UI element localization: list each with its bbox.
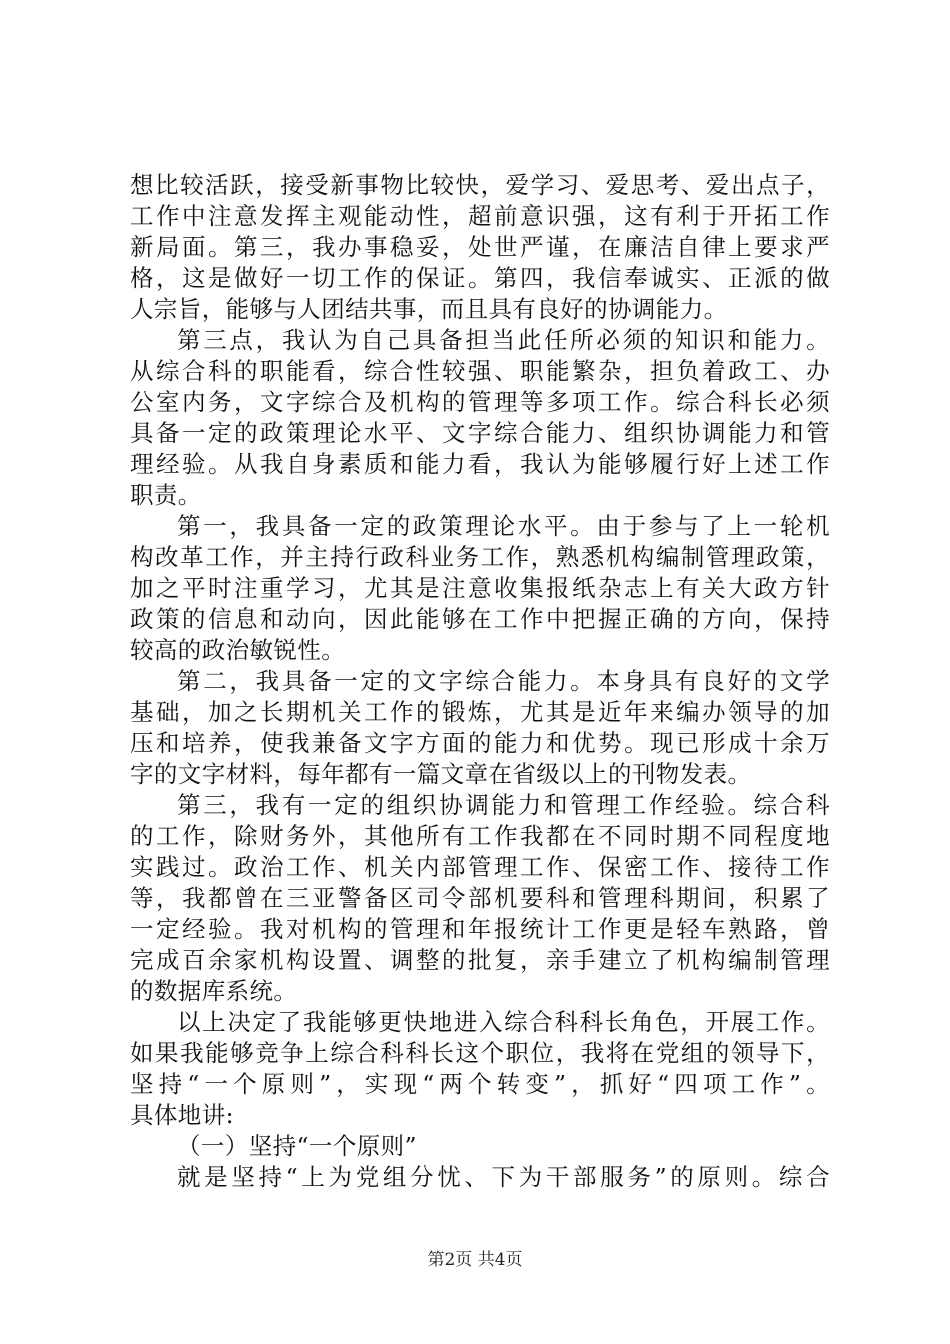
text-line: 政策的信息和动向，因此能够在工作中把握正确的方向，保持 xyxy=(130,605,830,633)
text-line: 第二，我具备一定的文字综合能力。本身具有良好的文学 xyxy=(177,667,830,695)
text-line: 如果我能够竞争上综合科科长这个职位，我将在党组的领导下， xyxy=(130,1039,830,1067)
text-line: 第三点，我认为自己具备担当此任所必须的知识和能力。 xyxy=(177,326,830,354)
text-line: 新局面。第三，我办事稳妥，处世严谨，在廉洁自律上要求严 xyxy=(130,233,830,261)
text-line: （一）坚持“一个原则” xyxy=(177,1132,417,1160)
text-line: 一定经验。我对机构的管理和年报统计工作更是轻车熟路，曾 xyxy=(130,915,830,943)
text-line: 基础，加之长期机关工作的锻炼，尤其是近年来编办领导的加 xyxy=(130,698,830,726)
text-line: 较高的政治敏锐性。 xyxy=(130,636,346,664)
text-line: 字的文字材料，每年都有一篇文章在省级以上的刊物发表。 xyxy=(130,760,752,788)
text-line: 的工作，除财务外，其他所有工作我都在不同时期不同程度地 xyxy=(130,822,830,850)
text-line: 加之平时注重学习，尤其是注意收集报纸杂志上有关大政方针 xyxy=(130,574,830,602)
text-line: 构改革工作，并主持行政科业务工作，熟悉机构编制管理政策， xyxy=(130,543,830,571)
text-line: 完成百余家机构设置、调整的批复，亲手建立了机构编制管理 xyxy=(130,946,830,974)
text-line: 实践过。政治工作、机关内部管理工作、保密工作、接待工作 xyxy=(130,853,830,881)
text-line: 工作中注意发挥主观能动性，超前意识强，这有利于开拓工作 xyxy=(130,202,830,230)
text-line: 想比较活跃，接受新事物比较快，爱学习、爱思考、爱出点子， xyxy=(130,171,830,199)
text-line: 第一，我具备一定的政策理论水平。由于参与了上一轮机 xyxy=(177,512,830,540)
text-line: 等，我都曾在三亚警备区司令部机要科和管理科期间，积累了 xyxy=(130,884,830,912)
text-line: 具体地讲: xyxy=(130,1101,234,1129)
text-line: 理经验。从我自身素质和能力看，我认为能够履行好上述工作 xyxy=(130,450,830,478)
document-body xyxy=(130,170,830,1193)
text-line: 的数据库系统。 xyxy=(130,977,298,1005)
text-line: 从综合科的职能看，综合性较强、职能繁杂，担负着政工、办 xyxy=(130,357,830,385)
text-line: 以上决定了我能够更快地进入综合科科长角色，开展工作。 xyxy=(177,1008,830,1036)
text-line: 第三，我有一定的组织协调能力和管理工作经验。综合科 xyxy=(177,791,830,819)
text-line: 坚持“一个原则”，实现“两个转变”，抓好“四项工作”。 xyxy=(130,1070,830,1098)
text-line: 压和培养，使我兼备文字方面的能力和优势。现已形成十余万 xyxy=(130,729,830,757)
text-line: 具备一定的政策理论水平、文字综合能力、组织协调能力和管 xyxy=(130,419,830,447)
text-line: 格，这是做好一切工作的保证。第四，我信奉诚实、正派的做 xyxy=(130,264,830,292)
text-line: 公室内务，文字综合及机构的管理等多项工作。综合科长必须 xyxy=(130,388,830,416)
text-line: 职责。 xyxy=(130,481,202,509)
text-line: 就是坚持“上为党组分忧、下为干部服务”的原则。综合 xyxy=(177,1163,830,1191)
page-footer: 第2页 共4页 xyxy=(427,1250,523,1270)
text-line: 人宗旨，能够与人团结共事，而且具有良好的协调能力。 xyxy=(130,295,728,323)
